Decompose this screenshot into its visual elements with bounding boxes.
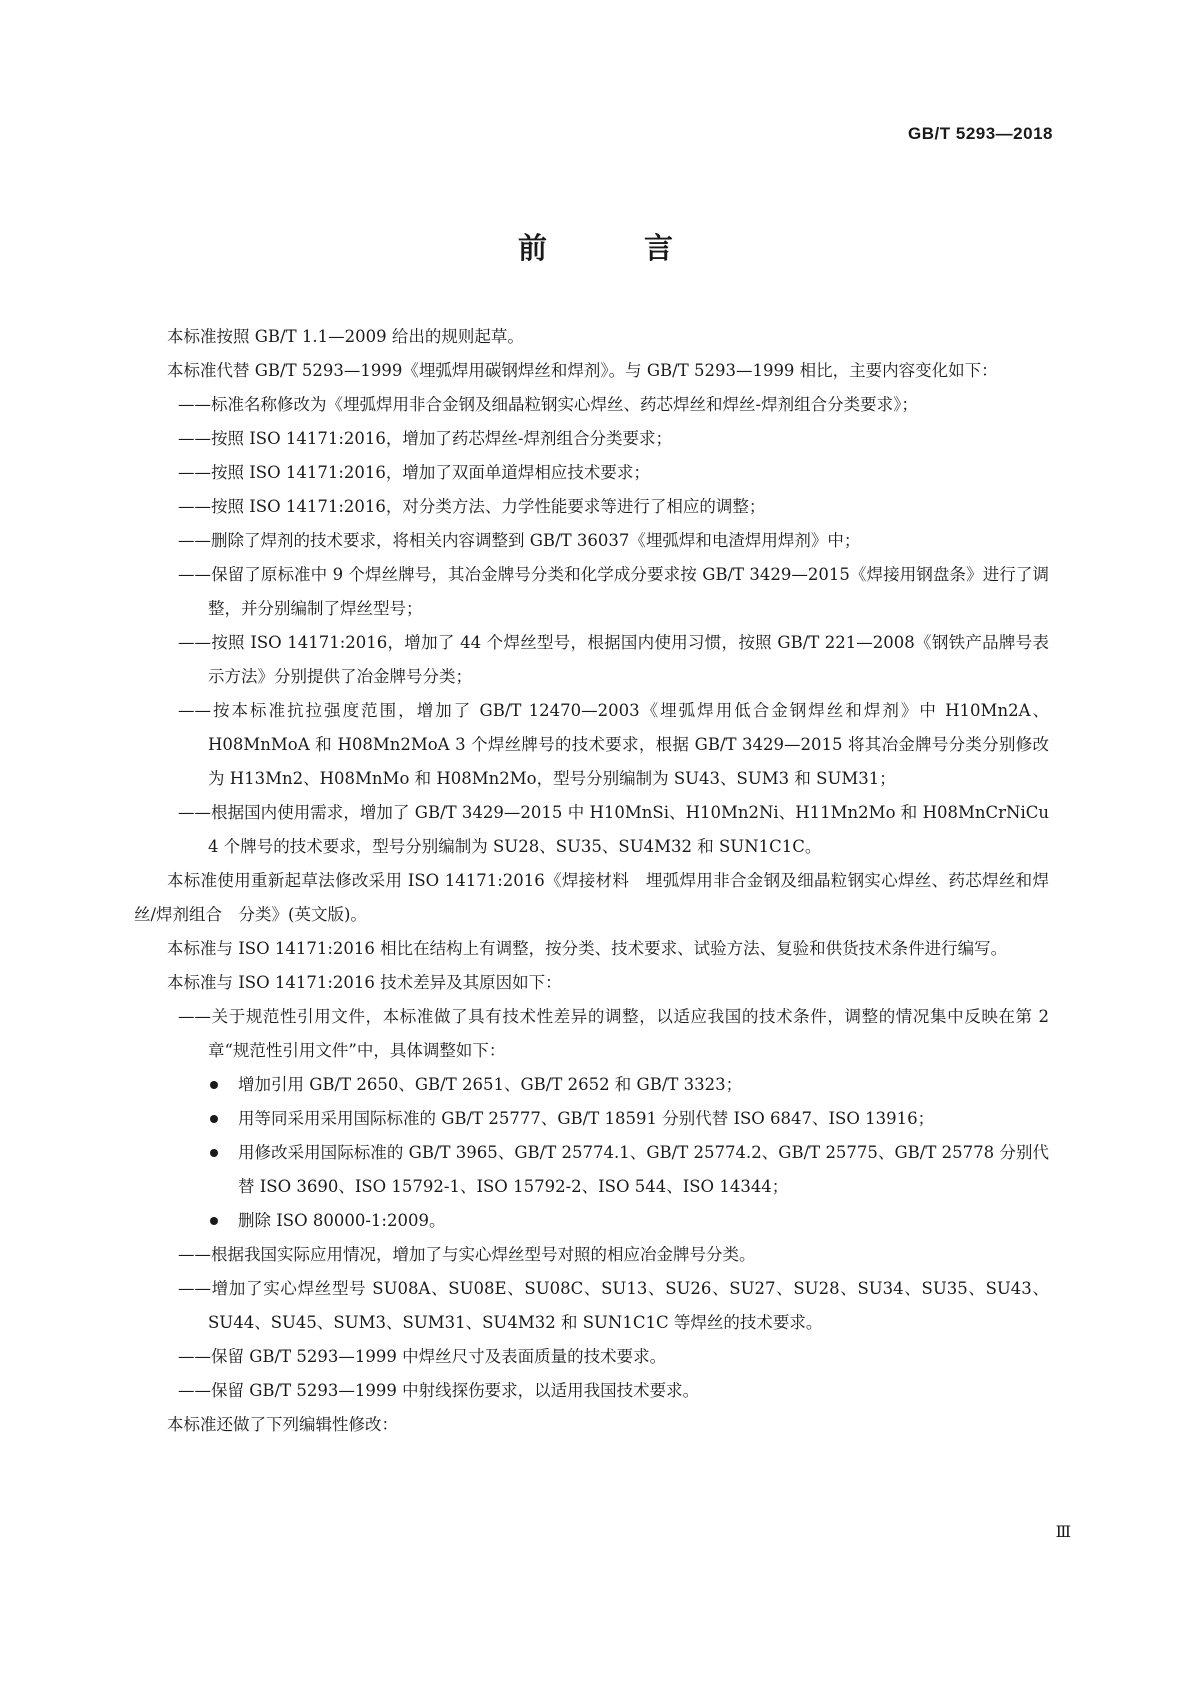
difference-item: ——保留 GB/T 5293—1999 中射线探伤要求，以适用我国技术要求。 (178, 1381, 700, 1400)
change-item: ——按照 ISO 14171:2016，增加了药芯焊丝-焊剂组合分类要求； (178, 429, 672, 448)
difference-item: ——保留 GB/T 5293—1999 中焊丝尺寸及表面质量的技术要求。 (178, 1347, 667, 1366)
bullet-icon (210, 1217, 218, 1225)
page-number: Ⅲ (1055, 1522, 1071, 1541)
paragraph-adoption: 本标准使用重新起草法修改采用 ISO 14171:2016《焊接材料 埋弧焊用非合金钢及细晶粒钢实心焊丝、药芯焊丝和焊丝/焊剂组合 分类》(英文版)。 (134, 871, 1049, 924)
list-item: 增加引用 GB/T 2650、GB/T 2651、GB/T 2652 和 GB/T 3323； (208, 1068, 1049, 1102)
foreword-body (134, 320, 1049, 1442)
difference-item: ——增加了实心焊丝型号 SU08A、SU08E、SU08C、SU13、SU26、SU27、SU28、SU34、SU35、SU43、SU44、SU45、SUM3、SUM31、SU4M32 和 SUN1C1C 等焊丝的技术要求。 (178, 1279, 1049, 1332)
standard-code: GB/T 5293—2018 (908, 124, 1053, 143)
paragraph-replacement: 本标准代替 GB/T 5293—1999《埋弧焊用碳钢焊丝和焊剂》。与 GB/T 5293—1999 相比，主要内容变化如下： (167, 361, 998, 380)
bullet-icon (210, 1149, 218, 1157)
paragraph-differences: 本标准与 ISO 14171:2016 技术差异及其原因如下： (167, 973, 562, 992)
list-item: 用修改采用国际标准的 GB/T 3965、GB/T 25774.1、GB/T 25774.2、GB/T 25775、GB/T 25778 分别代替 ISO 3690、ISO 15792-1、ISO 15792-2、ISO 544、ISO 14344； (208, 1136, 1049, 1204)
change-item: ——按照 ISO 14171:2016，增加了双面单道焊相应技术要求； (178, 463, 650, 482)
list-item: 删除 ISO 80000-1:2009。 (208, 1204, 1049, 1238)
difference-item: ——根据我国实际应用情况，增加了与实心焊丝型号对照的相应冶金牌号分类。 (178, 1245, 756, 1264)
difference-item: ——关于规范性引用文件，本标准做了具有技术性差异的调整，以适应我国的技术条件，调整的情况集中反映在第 2 章“规范性引用文件”中，具体调整如下： (178, 1007, 1049, 1060)
change-item: ——保留了原标准中 9 个焊丝牌号，其冶金牌号分类和化学成分要求按 GB/T 3429—2015《焊接用钢盘条》进行了调整，并分别编制了焊丝型号； (178, 565, 1049, 618)
list-item: 用等同采用采用国际标准的 GB/T 25777、GB/T 18591 分别代替 ISO 6847、ISO 13916； (208, 1102, 1049, 1136)
bullet-icon (210, 1081, 218, 1089)
reference-adjustments-list (134, 1068, 1049, 1238)
paragraph-drafting-rule: 本标准按照 GB/T 1.1—2009 给出的规则起草。 (167, 327, 524, 346)
bullet-icon (210, 1115, 218, 1123)
change-item: ——按本标准抗拉强度范围，增加了 GB/T 12470—2003《埋弧焊用低合金钢焊丝和焊剂》中 H10Mn2A、H08MnMoA 和 H08Mn2MoA 3 个焊丝牌号的技术要求，根据 GB/T 3429—2015 将其冶金牌号分类分别修改为 H13Mn2、H08MnMo 和 H08Mn2Mo，型号分别编制为 SU43、SUM3 和 SUM31； (178, 701, 1049, 788)
change-item: ——按照 ISO 14171:2016，对分类方法、力学性能要求等进行了相应的调整； (178, 497, 766, 516)
change-item: ——按照 ISO 14171:2016，增加了 44 个焊丝型号，根据国内使用习惯，按照 GB/T 221—2008《钢铁产品牌号表示方法》分别提供了冶金牌号分类； (178, 633, 1049, 686)
page-title: 前 言 (517, 231, 707, 265)
paragraph-editorial: 本标准还做了下列编辑性修改： (167, 1415, 398, 1434)
change-item: ——根据国内使用需求，增加了 GB/T 3429—2015 中 H10MnSi、H10Mn2Ni、H11Mn2Mo 和 H08MnCrNiCu 4 个牌号的技术要求，型号分别编制为 SU28、SU35、SU4M32 和 SUN1C1C。 (178, 803, 1049, 856)
change-item: ——删除了焊剂的技术要求，将相关内容调整到 GB/T 36037《埋弧焊和电渣焊用焊剂》中； (178, 531, 861, 550)
change-item: ——标准名称修改为《埋弧焊用非合金钢及细晶粒钢实心焊丝、药芯焊丝和焊丝-焊剂组合分类要求》； (178, 395, 918, 414)
paragraph-structure: 本标准与 ISO 14171:2016 相比在结构上有调整，按分类、技术要求、试验方法、复验和供货技术条件进行编写。 (167, 939, 1008, 958)
